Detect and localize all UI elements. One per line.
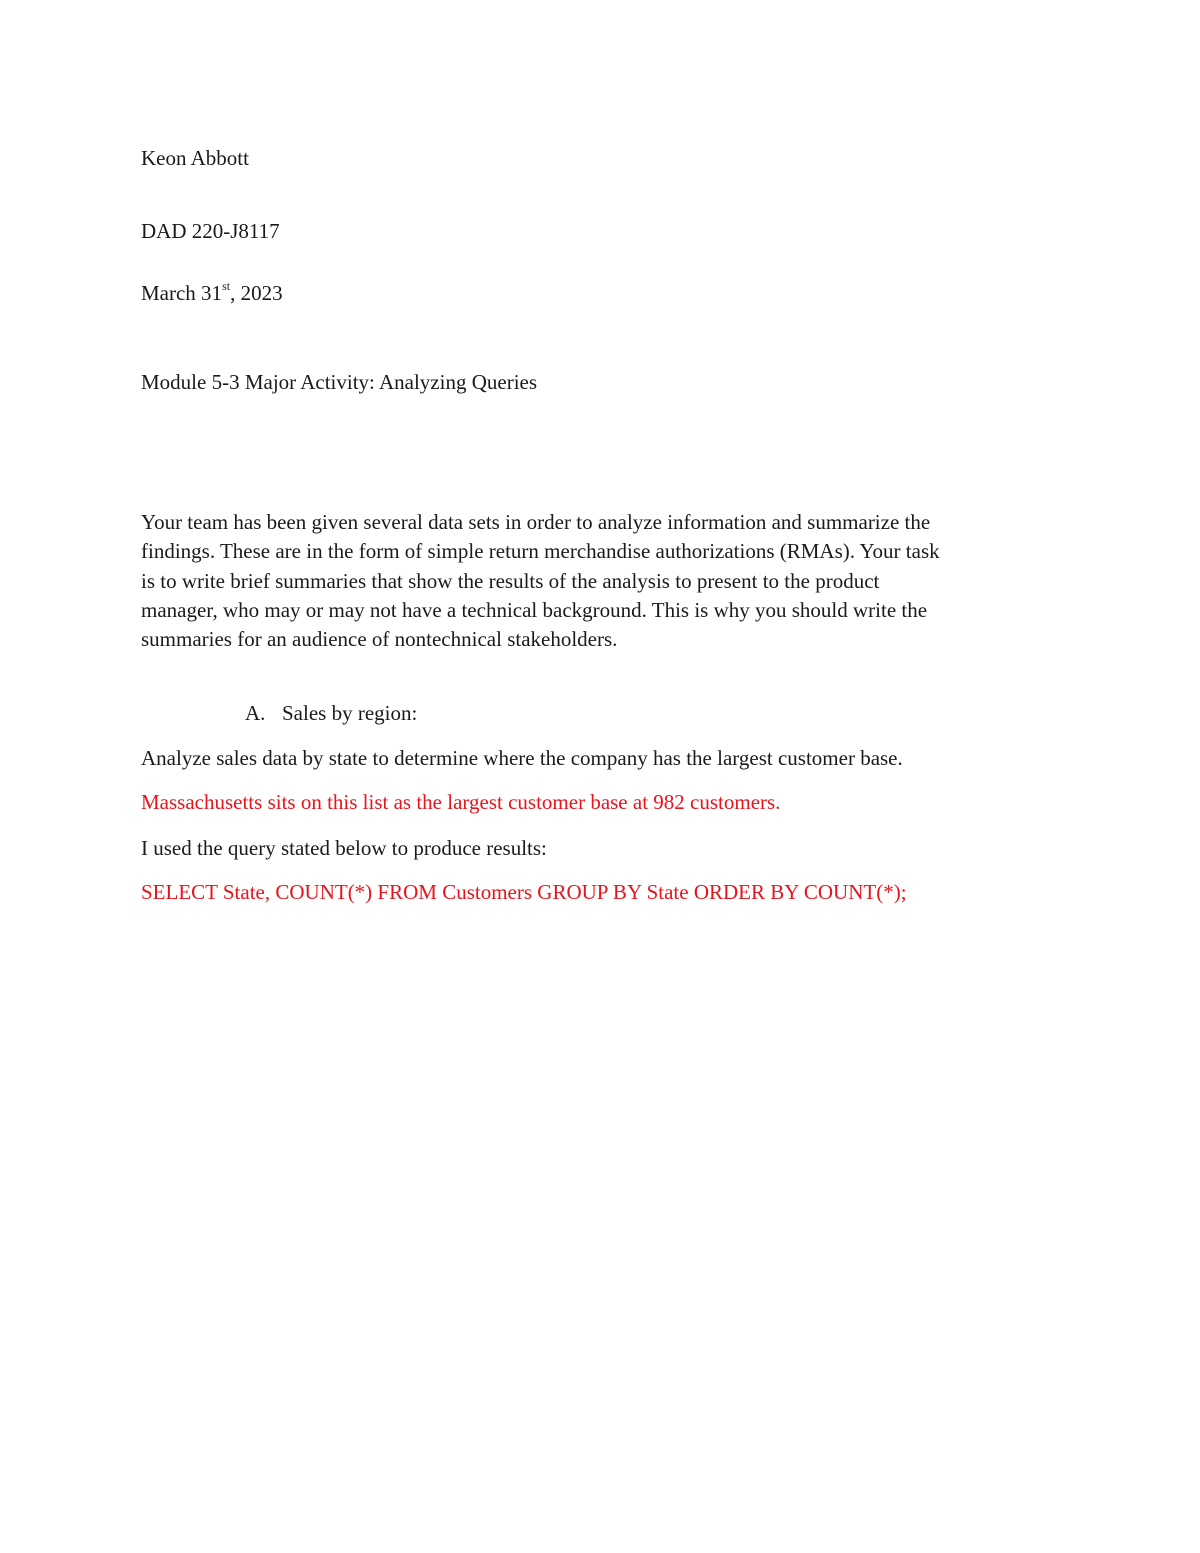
date-ordinal: st [222,279,231,293]
author-name: Keon Abbott [141,146,249,170]
intro-line: is to write brief summaries that show the results of the analysis to present to the product [141,568,880,593]
intro-line: findings. These are in the form of simple return merchandise authorizations (RMAs). Your task [141,539,940,564]
section-a-heading [245,699,417,728]
section-a-label: Sales by region: [282,701,418,725]
sql-query: SELECT State, COUNT(*) FROM Customers GROUP BY State ORDER BY COUNT(*); [141,880,907,904]
intro-line: Your team has been given several data sets in order to analyze information and summarize the [141,510,931,534]
intro-line: summaries for an audience of nontechnical stakeholders. [141,627,618,652]
list-marker: A. [245,701,266,725]
finding-text: Massachusetts sits on this list as the largest customer base at 982 customers. [141,790,781,814]
query-intro: I used the query stated below to produce results: [141,836,547,860]
intro-line: manager, who may or may not have a technical background. This is why you should write the [141,597,928,622]
course-code: DAD 220-J8117 [141,219,280,243]
date-year: , 2023 [230,281,283,305]
submission-date [141,279,283,308]
document-title: Module 5-3 Major Activity: Analyzing Queries [141,370,538,394]
task-description: Analyze sales data by state to determine where the company has the largest customer base. [141,746,903,770]
intro-paragraph [141,508,1061,654]
date-month-day: March 31 [141,281,223,305]
